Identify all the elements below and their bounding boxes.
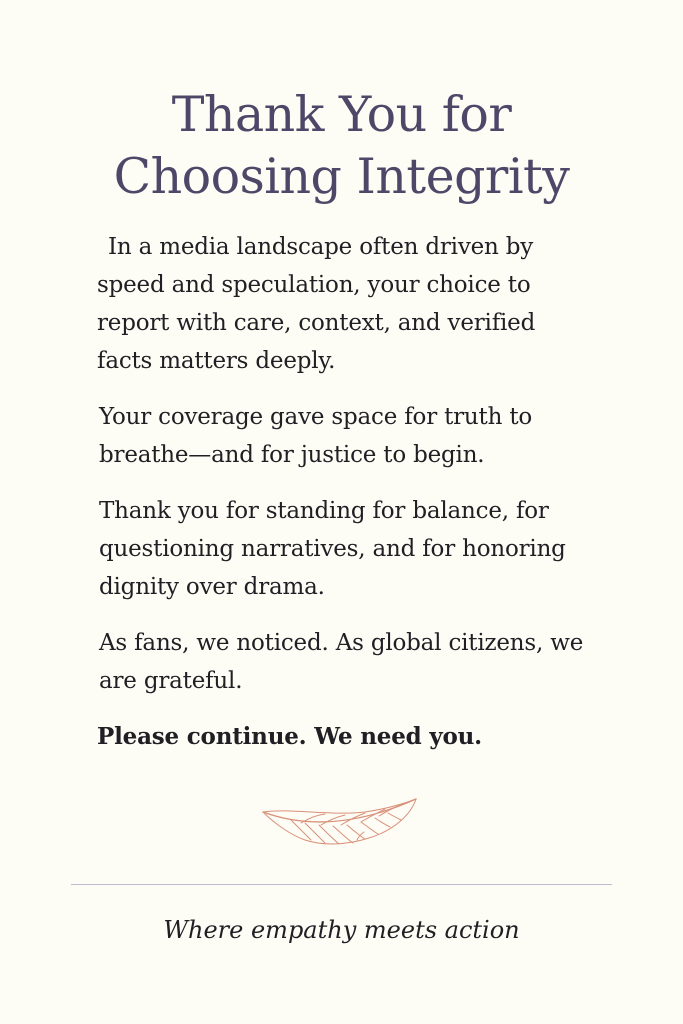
closing-statement: Please continue. We need you. — [97, 723, 482, 750]
paragraph-coverage: Your coverage gave space for truth to breathe—and for justice to begin. — [99, 404, 533, 468]
message-body — [97, 228, 597, 774]
paragraph-thanks: Thank you for standing for balance, for questioning narratives, and for honoring dignity over drama. — [99, 498, 566, 600]
title-line-2: Choosing Integrity — [113, 148, 570, 205]
paragraph-fans: As fans, we noticed. As global citizens, we are grateful. — [99, 630, 584, 694]
paragraph-intro: In a media landscape often driven by speed and speculation, your choice to report with care, context, and verified facts matters deeply. — [97, 234, 536, 374]
footer-divider — [71, 884, 612, 885]
feather-icon — [261, 796, 419, 852]
title-line-1: Thank You for — [171, 86, 512, 143]
footer-tagline: Where empathy meets action — [163, 916, 520, 944]
page-title — [0, 84, 683, 208]
